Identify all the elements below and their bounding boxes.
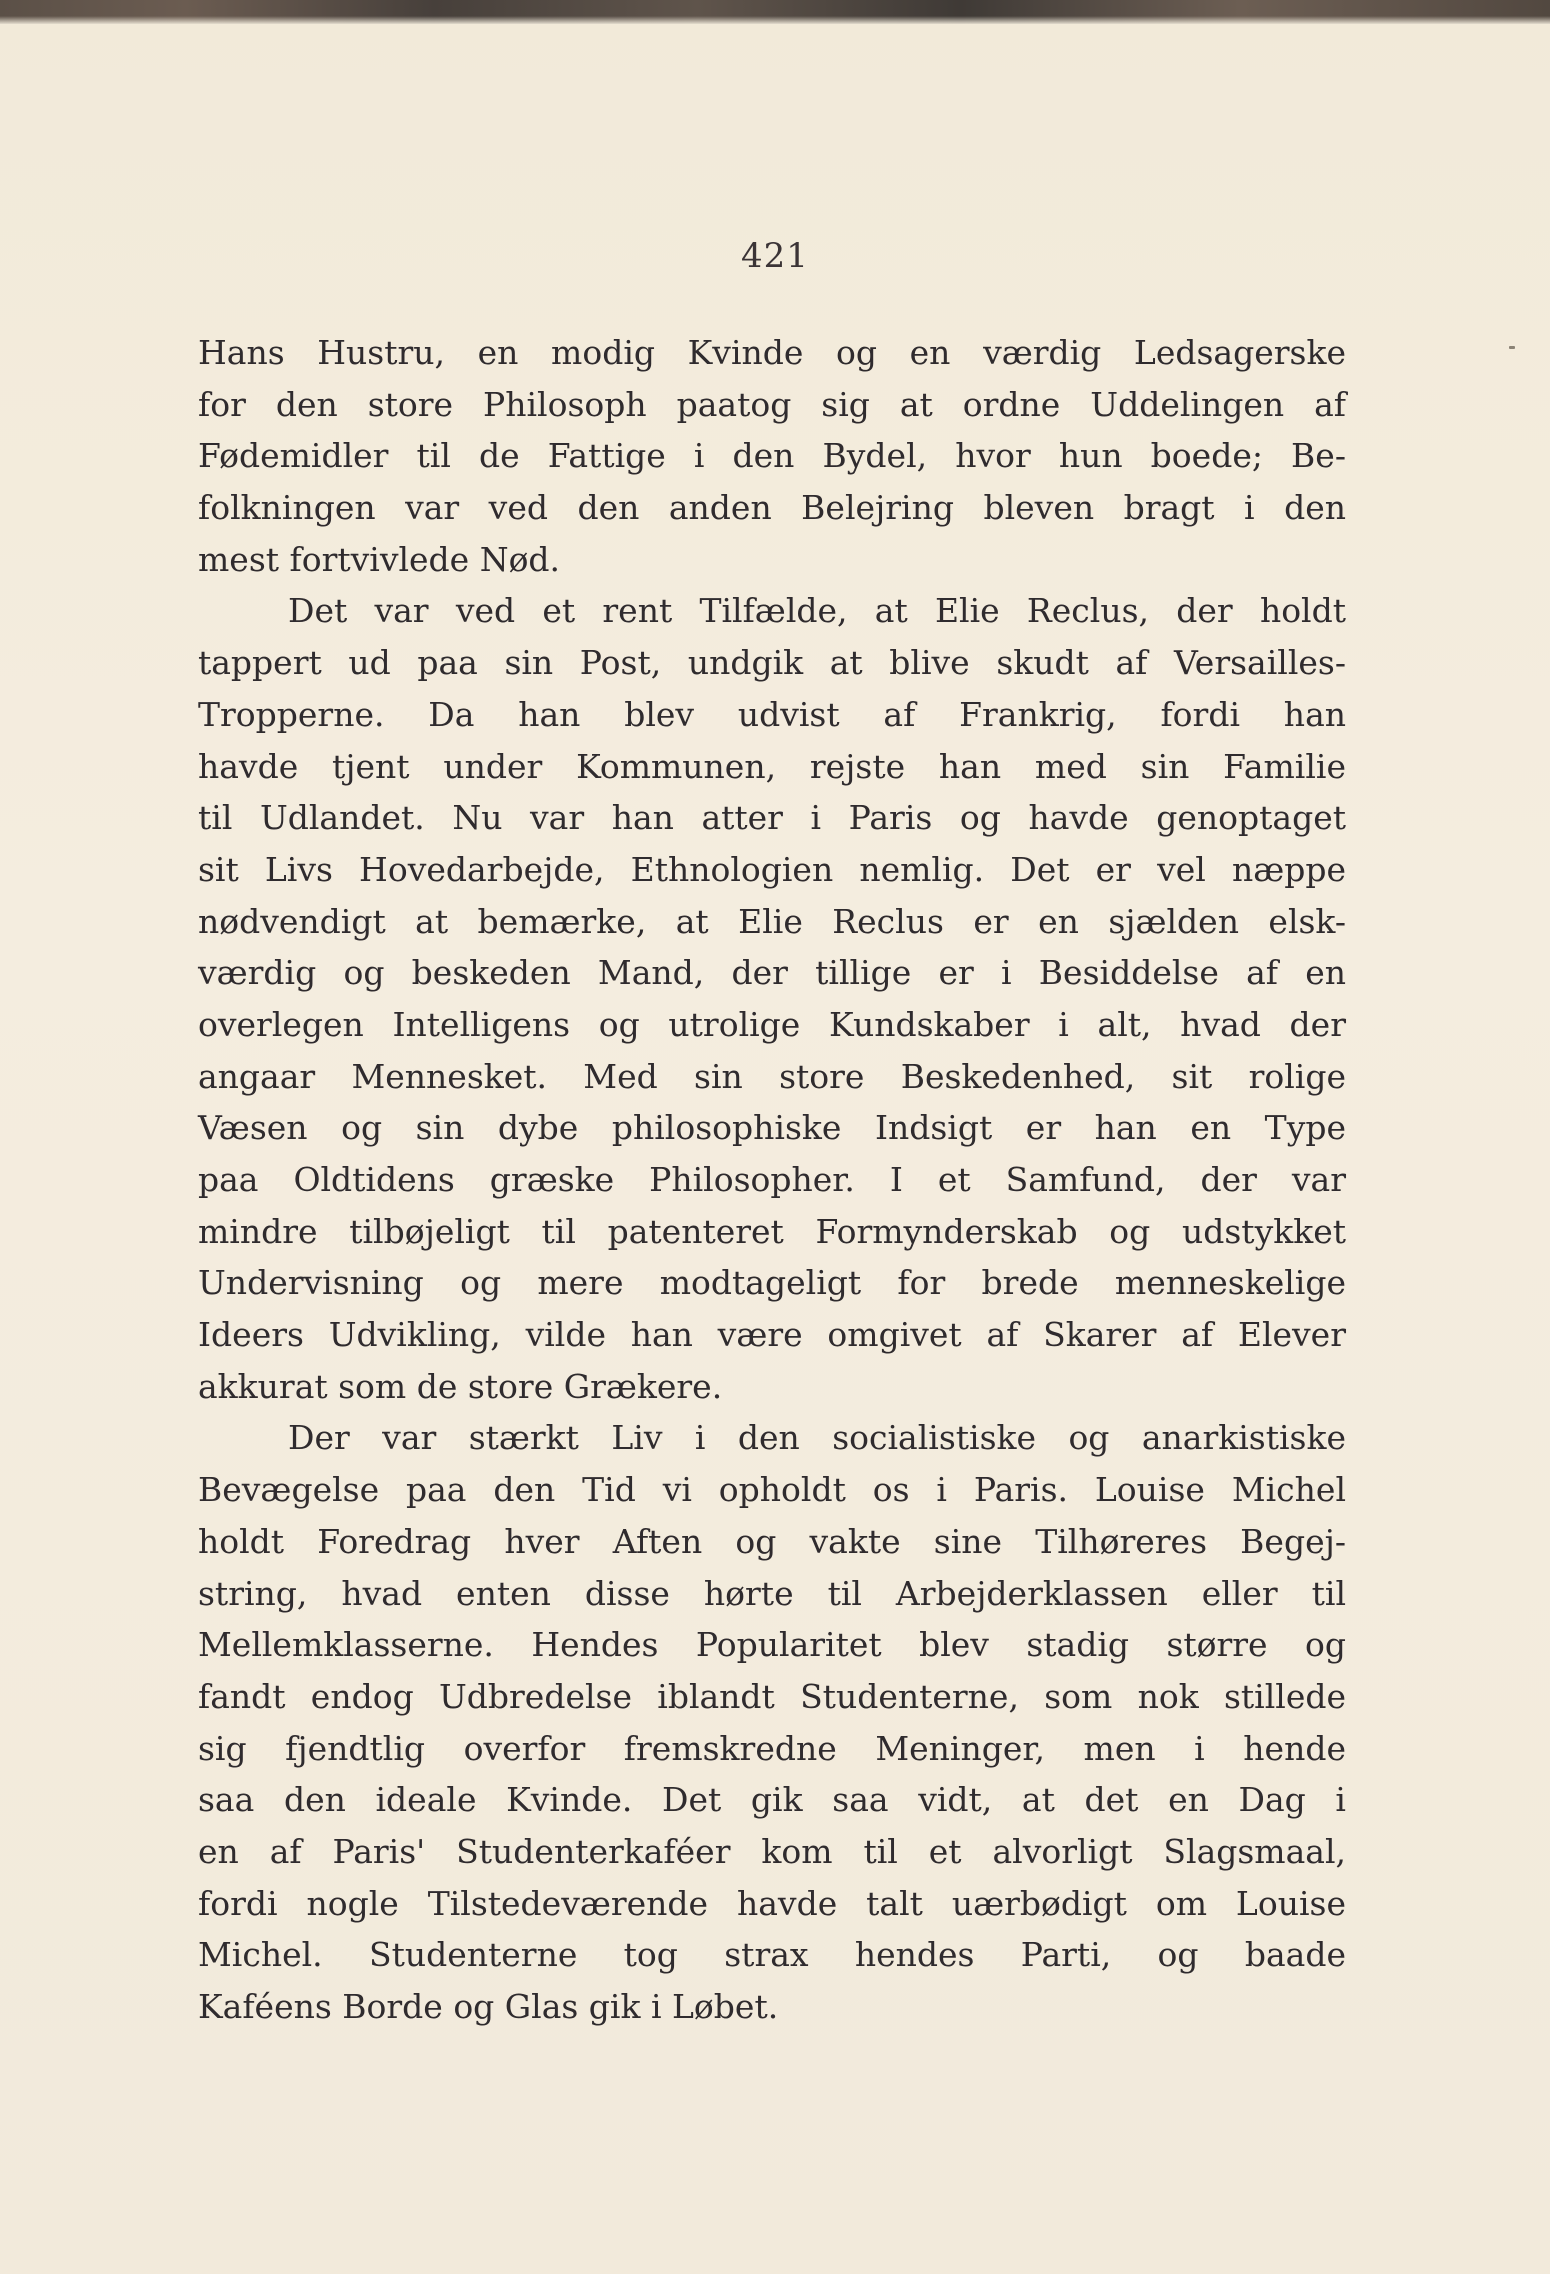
text-line: akkurat som de store Grækere.: [198, 1366, 723, 1406]
text-line: Det var ved et rent Tilfælde, at Elie Reclus, der holdt: [288, 591, 1346, 631]
text-line: tappert ud paa sin Post, undgik at blive skudt af Versailles-: [198, 643, 1346, 683]
text-line: en af Paris' Studenterkaféer kom til et alvorligt Slagsmaal,: [198, 1831, 1346, 1871]
text-line: til Udlandet. Nu var han atter i Paris og havde genoptaget: [198, 798, 1346, 838]
text-line: Bevægelse paa den Tid vi opholdt os i Paris. Louise Michel: [198, 1470, 1346, 1510]
text-line: angaar Mennesket. Med sin store Beskedenhed, sit rolige: [198, 1056, 1346, 1096]
text-line: mindre tilbøjeligt til patenteret Formynderskab og udstykket: [198, 1211, 1346, 1251]
text-line: Der var stærkt Liv i den socialistiske og anarkistiske: [288, 1418, 1346, 1458]
text-line: holdt Foredrag hver Aften og vakte sine Tilhøreres Begej-: [198, 1521, 1346, 1561]
body-text: [198, 327, 1346, 2033]
text-line: sit Livs Hovedarbejde, Ethnologien nemlig. Det er vel næppe: [198, 849, 1346, 889]
text-line: Kaféens Borde og Glas gik i Løbet.: [198, 1987, 779, 2026]
page-top-edge: [0, 0, 1550, 24]
text-line: saa den ideale Kvinde. Det gik saa vidt, at det en Dag i: [198, 1780, 1346, 1820]
text-line: Fødemidler til de Fattige i den Bydel, hvor hun boede; Be-: [198, 436, 1346, 476]
text-line: havde tjent under Kommunen, rejste han med sin Familie: [198, 746, 1346, 786]
text-line: Michel. Studenterne tog strax hendes Parti, og baade: [198, 1935, 1346, 1975]
text-line: overlegen Intelligens og utrolige Kundskaber i alt, hvad der: [198, 1004, 1346, 1044]
text-line: Mellemklasserne. Hendes Popularitet blev stadig større og: [198, 1625, 1346, 1665]
text-line: nødvendigt at bemærke, at Elie Reclus er en sjælden elsk-: [198, 901, 1346, 941]
text-line: for den store Philosoph paatog sig at ordne Uddelingen af: [198, 384, 1346, 424]
text-line: Ideers Udvikling, vilde han være omgivet af Skarer af Elever: [198, 1315, 1346, 1355]
text-line: paa Oldtidens græske Philosopher. I et Samfund, der var: [198, 1160, 1346, 1199]
page-number: 421: [741, 236, 809, 276]
text-line: Væsen og sin dybe philosophiske Indsigt er han en Type: [198, 1108, 1346, 1148]
text-line: folkningen var ved den anden Belejring bleven bragt i den: [198, 488, 1346, 528]
text-line: værdig og beskeden Mand, der tillige er i Besiddelse af en: [198, 953, 1346, 993]
text-line: Tropperne. Da han blev udvist af Frankrig, fordi han: [198, 694, 1346, 734]
text-line: fordi nogle Tilstedeværende havde talt uærbødigt om Louise: [198, 1883, 1346, 1923]
text-line: sig fjendtlig overfor fremskredne Meninger, men i hende: [198, 1728, 1346, 1768]
text-line: string, hvad enten disse hørte til Arbejderklassen eller til: [198, 1573, 1346, 1613]
text-line: Undervisning og mere modtageligt for brede menneskelige: [198, 1263, 1346, 1303]
text-line: fandt endog Udbredelse iblandt Studenterne, som nok stillede: [198, 1676, 1346, 1716]
text-line: mest fortvivlede Nød.: [198, 539, 561, 579]
text-line: Hans Hustru, en modig Kvinde og en værdig Ledsagerske: [198, 333, 1346, 372]
margin-speck: [1509, 346, 1515, 349]
